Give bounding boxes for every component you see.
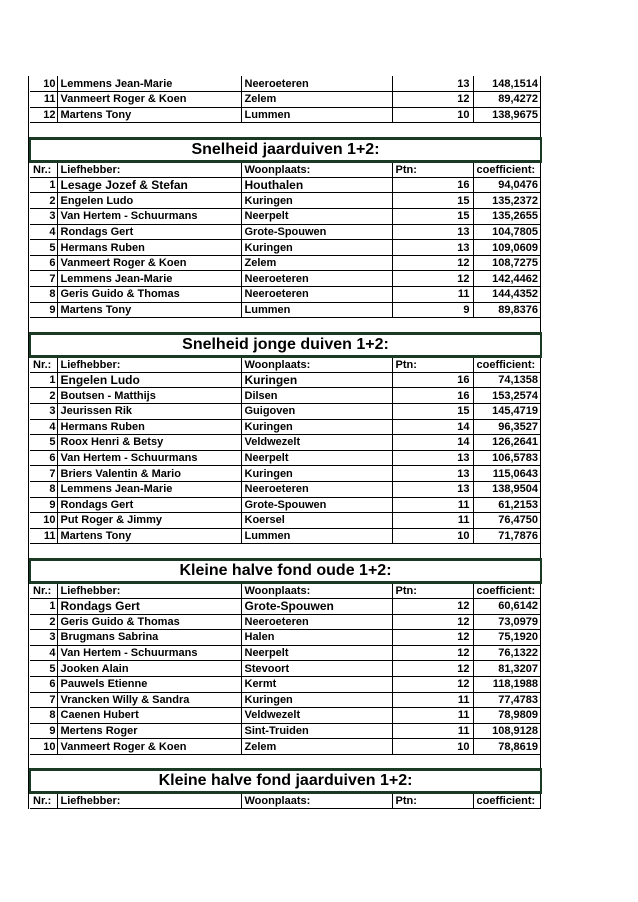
- fancier-name-cell: Rondags Gert: [57, 224, 241, 240]
- fancier-name-cell: Pauwels Etienne: [57, 676, 241, 692]
- rank-cell: 3: [30, 404, 57, 420]
- points-cell: 11: [392, 513, 473, 529]
- table-row: [30, 92, 541, 108]
- rank-cell: 7: [30, 466, 57, 482]
- header-coefficient: coefficient:: [473, 161, 541, 177]
- residence-cell: Guigoven: [241, 404, 392, 420]
- residence-cell: Neeroeteren: [241, 76, 392, 92]
- coefficient-cell: 108,9128: [473, 723, 541, 739]
- coefficient-cell: 89,8376: [473, 302, 541, 318]
- points-cell: 13: [392, 450, 473, 466]
- fancier-name-cell: Caenen Hubert: [57, 708, 241, 724]
- residence-cell: Neeroeteren: [241, 271, 392, 287]
- spacer-cell: [30, 754, 541, 770]
- points-cell: 11: [392, 692, 473, 708]
- rank-cell: 3: [30, 209, 57, 225]
- residence-cell: Zelem: [241, 92, 392, 108]
- coefficient-cell: 138,9504: [473, 481, 541, 497]
- rank-cell: 9: [30, 723, 57, 739]
- section-title: Kleine halve fond oude 1+2:: [30, 559, 541, 582]
- table-row: [30, 372, 541, 388]
- fancier-name-cell: Lemmens Jean-Marie: [57, 271, 241, 287]
- header-liefhebber: Liefhebber:: [57, 582, 241, 598]
- coefficient-cell: 73,0979: [473, 614, 541, 630]
- table-row: [30, 708, 541, 724]
- residence-cell: Kermt: [241, 676, 392, 692]
- rank-cell: 6: [30, 676, 57, 692]
- table-row: [30, 739, 541, 755]
- coefficient-cell: 94,0476: [473, 177, 541, 193]
- points-cell: 12: [392, 661, 473, 677]
- fancier-name-cell: Geris Guido & Thomas: [57, 287, 241, 303]
- rank-cell: 5: [30, 661, 57, 677]
- table-row: [30, 302, 541, 318]
- section-title: Kleine halve fond jaarduiven 1+2:: [30, 770, 541, 793]
- residence-cell: Lummen: [241, 302, 392, 318]
- table-row: [30, 692, 541, 708]
- fancier-name-cell: Vanmeert Roger & Koen: [57, 92, 241, 108]
- table-row: [30, 661, 541, 677]
- column-header-row: [30, 582, 541, 598]
- points-cell: 12: [392, 614, 473, 630]
- coefficient-cell: 75,1920: [473, 630, 541, 646]
- column-header-row: [30, 161, 541, 177]
- table-row: [30, 404, 541, 420]
- header-liefhebber: Liefhebber:: [57, 793, 241, 809]
- points-cell: 12: [392, 630, 473, 646]
- fancier-name-cell: Engelen Ludo: [57, 372, 241, 388]
- points-cell: 16: [392, 177, 473, 193]
- header-nr: Nr.:: [30, 582, 57, 598]
- points-cell: 9: [392, 302, 473, 318]
- rank-cell: 10: [30, 513, 57, 529]
- rank-cell: 10: [30, 739, 57, 755]
- header-liefhebber: Liefhebber:: [57, 161, 241, 177]
- header-nr: Nr.:: [30, 793, 57, 809]
- header-woonplaats: Woonplaats:: [241, 161, 392, 177]
- rank-cell: 8: [30, 287, 57, 303]
- coefficient-cell: 115,0643: [473, 466, 541, 482]
- section-title-row: [30, 138, 541, 161]
- points-cell: 12: [392, 676, 473, 692]
- rank-cell: 9: [30, 302, 57, 318]
- residence-cell: Neeroeteren: [241, 287, 392, 303]
- table-row: [30, 209, 541, 225]
- fancier-name-cell: Vanmeert Roger & Koen: [57, 739, 241, 755]
- fancier-name-cell: Briers Valentin & Mario: [57, 466, 241, 482]
- rank-cell: 11: [30, 92, 57, 108]
- fancier-name-cell: Martens Tony: [57, 302, 241, 318]
- fancier-name-cell: Van Hertem - Schuurmans: [57, 209, 241, 225]
- table-row: [30, 224, 541, 240]
- coefficient-cell: 104,7805: [473, 224, 541, 240]
- residence-cell: Halen: [241, 630, 392, 646]
- fancier-name-cell: Vrancken Willy & Sandra: [57, 692, 241, 708]
- fancier-name-cell: Mertens Roger: [57, 723, 241, 739]
- table-row: [30, 513, 541, 529]
- residence-cell: Kuringen: [241, 419, 392, 435]
- results-sheet: [28, 76, 541, 809]
- rank-cell: 10: [30, 76, 57, 92]
- points-cell: 11: [392, 497, 473, 513]
- points-cell: 16: [392, 388, 473, 404]
- table-row: [30, 287, 541, 303]
- points-cell: 13: [392, 481, 473, 497]
- fancier-name-cell: Boutsen - Matthijs: [57, 388, 241, 404]
- residence-cell: Dilsen: [241, 388, 392, 404]
- table-row: [30, 240, 541, 256]
- coefficient-cell: 74,1358: [473, 372, 541, 388]
- fancier-name-cell: Jeurissen Rik: [57, 404, 241, 420]
- fancier-name-cell: Hermans Ruben: [57, 419, 241, 435]
- residence-cell: Grote-Spouwen: [241, 224, 392, 240]
- coefficient-cell: 109,0609: [473, 240, 541, 256]
- header-nr: Nr.:: [30, 161, 57, 177]
- coefficient-cell: 135,2372: [473, 193, 541, 209]
- points-cell: 16: [392, 372, 473, 388]
- residence-cell: Neerpelt: [241, 450, 392, 466]
- table-row: [30, 497, 541, 513]
- points-cell: 15: [392, 209, 473, 225]
- header-coefficient: coefficient:: [473, 793, 541, 809]
- section-title: Snelheid jaarduiven 1+2:: [30, 138, 541, 161]
- table-row: [30, 676, 541, 692]
- residence-cell: Zelem: [241, 739, 392, 755]
- points-cell: 15: [392, 404, 473, 420]
- header-coefficient: coefficient:: [473, 356, 541, 372]
- header-ptn: Ptn:: [392, 793, 473, 809]
- fancier-name-cell: Engelen Ludo: [57, 193, 241, 209]
- rank-cell: 4: [30, 419, 57, 435]
- table-row: [30, 107, 541, 123]
- coefficient-cell: 144,4352: [473, 287, 541, 303]
- residence-cell: Kuringen: [241, 193, 392, 209]
- residence-cell: Neeroeteren: [241, 481, 392, 497]
- section-title: Snelheid jonge duiven 1+2:: [30, 333, 541, 356]
- rank-cell: 2: [30, 614, 57, 630]
- rank-cell: 2: [30, 193, 57, 209]
- fancier-name-cell: Put Roger & Jimmy: [57, 513, 241, 529]
- spacer-cell: [30, 544, 541, 560]
- spacer-cell: [30, 318, 541, 334]
- table-row: [30, 193, 541, 209]
- coefficient-cell: 71,7876: [473, 528, 541, 544]
- residence-cell: Lummen: [241, 528, 392, 544]
- coefficient-cell: 135,2655: [473, 209, 541, 225]
- fancier-name-cell: Brugmans Sabrina: [57, 630, 241, 646]
- rank-cell: 5: [30, 240, 57, 256]
- residence-cell: Kuringen: [241, 466, 392, 482]
- header-ptn: Ptn:: [392, 356, 473, 372]
- residence-cell: Kuringen: [241, 240, 392, 256]
- fancier-name-cell: Vanmeert Roger & Koen: [57, 255, 241, 271]
- coefficient-cell: 81,3207: [473, 661, 541, 677]
- table-row: [30, 614, 541, 630]
- rank-cell: 4: [30, 224, 57, 240]
- residence-cell: Sint-Truiden: [241, 723, 392, 739]
- points-cell: 13: [392, 76, 473, 92]
- fancier-name-cell: Jooken Alain: [57, 661, 241, 677]
- coefficient-cell: 145,4719: [473, 404, 541, 420]
- header-woonplaats: Woonplaats:: [241, 356, 392, 372]
- results-table: [29, 76, 542, 809]
- points-cell: 11: [392, 723, 473, 739]
- coefficient-cell: 153,2574: [473, 388, 541, 404]
- points-cell: 12: [392, 92, 473, 108]
- table-row: [30, 598, 541, 614]
- points-cell: 12: [392, 271, 473, 287]
- coefficient-cell: 96,3527: [473, 419, 541, 435]
- points-cell: 10: [392, 107, 473, 123]
- coefficient-cell: 106,5783: [473, 450, 541, 466]
- header-ptn: Ptn:: [392, 161, 473, 177]
- fancier-name-cell: Martens Tony: [57, 528, 241, 544]
- points-cell: 10: [392, 528, 473, 544]
- rank-cell: 6: [30, 255, 57, 271]
- coefficient-cell: 78,8619: [473, 739, 541, 755]
- fancier-name-cell: Martens Tony: [57, 107, 241, 123]
- points-cell: 12: [392, 598, 473, 614]
- residence-cell: Veldwezelt: [241, 435, 392, 451]
- residence-cell: Lummen: [241, 107, 392, 123]
- table-row: [30, 255, 541, 271]
- rank-cell: 6: [30, 450, 57, 466]
- coefficient-cell: 76,1322: [473, 645, 541, 661]
- fancier-name-cell: Hermans Ruben: [57, 240, 241, 256]
- points-cell: 11: [392, 287, 473, 303]
- fancier-name-cell: Lesage Jozef & Stefan: [57, 177, 241, 193]
- residence-cell: Stevoort: [241, 661, 392, 677]
- rank-cell: 7: [30, 692, 57, 708]
- spacer-row: [30, 318, 541, 334]
- residence-cell: Neerpelt: [241, 645, 392, 661]
- fancier-name-cell: Roox Henri & Betsy: [57, 435, 241, 451]
- fancier-name-cell: Geris Guido & Thomas: [57, 614, 241, 630]
- coefficient-cell: 89,4272: [473, 92, 541, 108]
- section-title-row: [30, 559, 541, 582]
- header-liefhebber: Liefhebber:: [57, 356, 241, 372]
- table-row: [30, 723, 541, 739]
- coefficient-cell: 76,4750: [473, 513, 541, 529]
- coefficient-cell: 60,6142: [473, 598, 541, 614]
- column-header-row: [30, 356, 541, 372]
- fancier-name-cell: Rondags Gert: [57, 497, 241, 513]
- residence-cell: Koersel: [241, 513, 392, 529]
- residence-cell: Veldwezelt: [241, 708, 392, 724]
- results-table-body: [30, 76, 541, 809]
- table-row: [30, 481, 541, 497]
- rank-cell: 5: [30, 435, 57, 451]
- rank-cell: 1: [30, 177, 57, 193]
- rank-cell: 11: [30, 528, 57, 544]
- spacer-row: [30, 544, 541, 560]
- points-cell: 11: [392, 708, 473, 724]
- residence-cell: Houthalen: [241, 177, 392, 193]
- points-cell: 12: [392, 645, 473, 661]
- coefficient-cell: 148,1514: [473, 76, 541, 92]
- rank-cell: 8: [30, 708, 57, 724]
- coefficient-cell: 108,7275: [473, 255, 541, 271]
- points-cell: 10: [392, 739, 473, 755]
- table-row: [30, 645, 541, 661]
- rank-cell: 3: [30, 630, 57, 646]
- header-woonplaats: Woonplaats:: [241, 793, 392, 809]
- table-row: [30, 630, 541, 646]
- table-row: [30, 528, 541, 544]
- rank-cell: 2: [30, 388, 57, 404]
- section-title-row: [30, 333, 541, 356]
- points-cell: 13: [392, 466, 473, 482]
- points-cell: 13: [392, 224, 473, 240]
- table-row: [30, 177, 541, 193]
- residence-cell: Zelem: [241, 255, 392, 271]
- table-row: [30, 271, 541, 287]
- table-row: [30, 435, 541, 451]
- table-row: [30, 388, 541, 404]
- fancier-name-cell: Lemmens Jean-Marie: [57, 481, 241, 497]
- fancier-name-cell: Lemmens Jean-Marie: [57, 76, 241, 92]
- points-cell: 15: [392, 193, 473, 209]
- fancier-name-cell: Rondags Gert: [57, 598, 241, 614]
- residence-cell: Neeroeteren: [241, 614, 392, 630]
- coefficient-cell: 118,1988: [473, 676, 541, 692]
- rank-cell: 1: [30, 372, 57, 388]
- section-title-row: [30, 770, 541, 793]
- rank-cell: 1: [30, 598, 57, 614]
- points-cell: 14: [392, 435, 473, 451]
- points-cell: 14: [392, 419, 473, 435]
- header-woonplaats: Woonplaats:: [241, 582, 392, 598]
- residence-cell: Grote-Spouwen: [241, 497, 392, 513]
- points-cell: 13: [392, 240, 473, 256]
- rank-cell: 7: [30, 271, 57, 287]
- coefficient-cell: 126,2641: [473, 435, 541, 451]
- header-nr: Nr.:: [30, 356, 57, 372]
- rank-cell: 12: [30, 107, 57, 123]
- rank-cell: 9: [30, 497, 57, 513]
- residence-cell: Grote-Spouwen: [241, 598, 392, 614]
- spacer-cell: [30, 123, 541, 139]
- residence-cell: Kuringen: [241, 692, 392, 708]
- points-cell: 12: [392, 255, 473, 271]
- table-row: [30, 466, 541, 482]
- table-row: [30, 450, 541, 466]
- table-row: [30, 419, 541, 435]
- coefficient-cell: 78,9809: [473, 708, 541, 724]
- coefficient-cell: 138,9675: [473, 107, 541, 123]
- coefficient-cell: 77,4783: [473, 692, 541, 708]
- spacer-row: [30, 754, 541, 770]
- header-ptn: Ptn:: [392, 582, 473, 598]
- rank-cell: 8: [30, 481, 57, 497]
- column-header-row: [30, 793, 541, 809]
- coefficient-cell: 61,2153: [473, 497, 541, 513]
- table-row: [30, 76, 541, 92]
- fancier-name-cell: Van Hertem - Schuurmans: [57, 645, 241, 661]
- residence-cell: Kuringen: [241, 372, 392, 388]
- coefficient-cell: 142,4462: [473, 271, 541, 287]
- header-coefficient: coefficient:: [473, 582, 541, 598]
- spacer-row: [30, 123, 541, 139]
- rank-cell: 4: [30, 645, 57, 661]
- fancier-name-cell: Van Hertem - Schuurmans: [57, 450, 241, 466]
- residence-cell: Neerpelt: [241, 209, 392, 225]
